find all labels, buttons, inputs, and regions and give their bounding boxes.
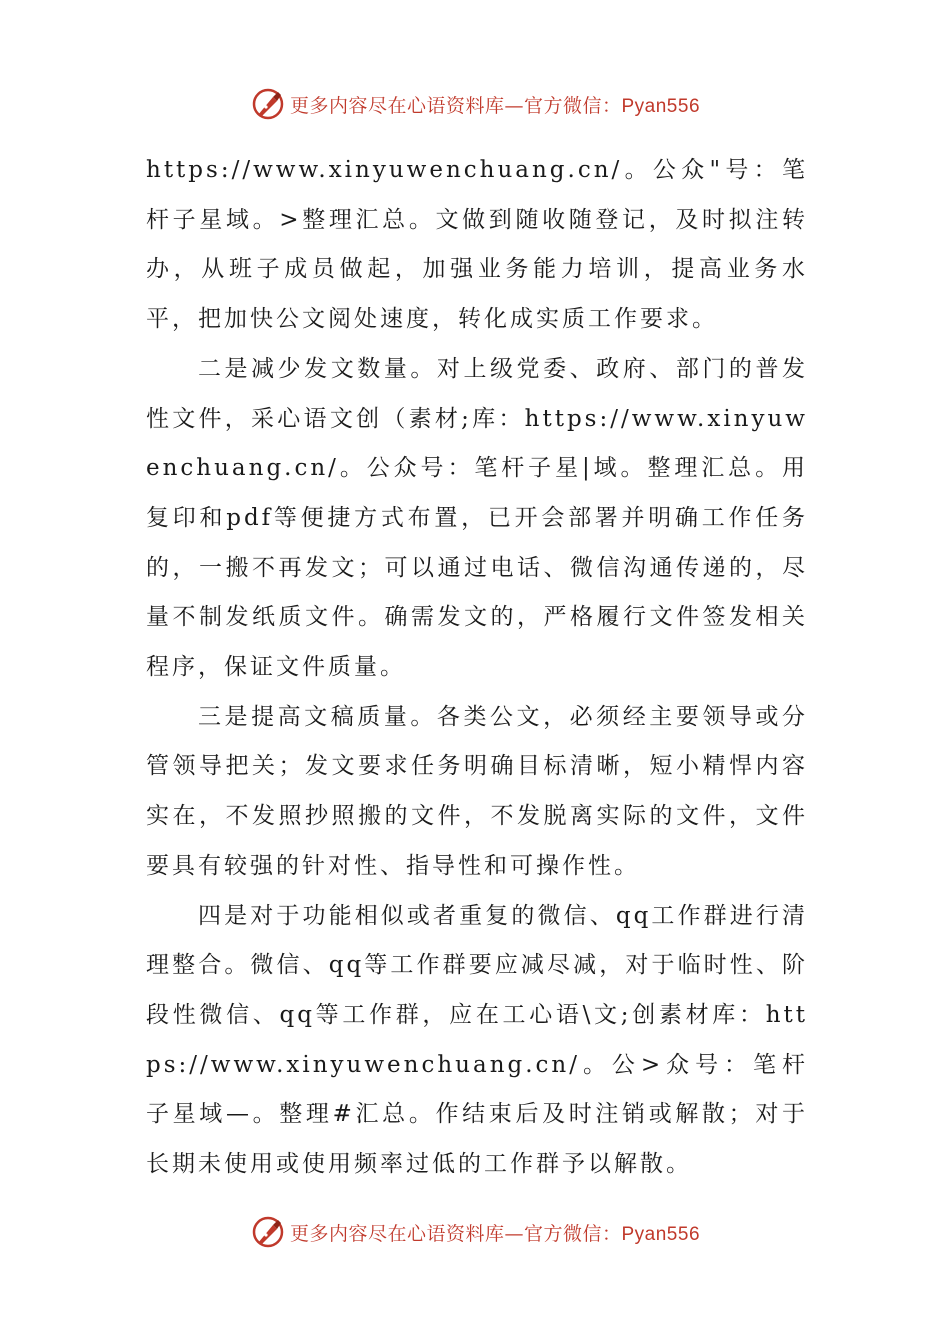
header-banner-text — [290, 91, 700, 118]
footer-banner-label: 更多内容尽在心语资料库—官方微信： — [289, 1222, 622, 1245]
pen-nib-logo-icon — [250, 1214, 286, 1250]
paragraph-2: 二是减少发文数量。对上级党委、政府、部门的普发性文件，采心语文创（素材;库：https://www.xinyuwenchuang.cn/。公众号：笔杆子星|域。整理汇总。用复印和pdf等便捷方式布置，已开会部署并明确工作任务的，一搬不再发文；可以通过电话、微信沟通传递的，尽量不制发纸质文件。确需发文的，严格履行文件签发相关程序，保证文件质量。 — [146, 355, 808, 681]
paragraph-1: https://www.xinyuwenchuang.cn/。公众"号：笔杆子星域。>整理汇总。文做到随收随登记，及时拟注转办，从班子成员做起，加强业务能力培训，提高业务水平，把加快公文阅处速度，转化成实质工作要求。 — [146, 157, 808, 333]
header-wechat-id: Pyan556 — [621, 95, 701, 117]
paragraph-4: 四是对于功能相似或者重复的微信、qq工作群进行清理整合。微信、qq等工作群要应减尽减，对于临时性、阶段性微信、qq等工作群，应在工心语\文;创素材库：https://www.xinyuwenchuang.cn/。公>众号：笔杆子星域—。整理#汇总。作结束后及时注销或解散；对于长期未使用或使用频率过低的工作群予以解散。 — [146, 902, 808, 1178]
paragraph-3: 三是提高文稿质量。各类公文，必须经主要领导或分管领导把关；发文要求任务明确目标清晰，短小精悍内容实在，不发照抄照搬的文件，不发脱离实际的文件，文件要具有较强的针对性、指导性和可操作性。 — [146, 703, 808, 879]
footer-wechat-id: Pyan556 — [621, 1223, 701, 1245]
document-body — [146, 146, 808, 1190]
footer-banner-text — [290, 1219, 700, 1246]
footer-banner — [0, 1212, 950, 1252]
header-banner-label: 更多内容尽在心语资料库—官方微信： — [289, 94, 622, 117]
pen-nib-logo-icon — [250, 86, 286, 122]
header-banner — [0, 84, 950, 124]
